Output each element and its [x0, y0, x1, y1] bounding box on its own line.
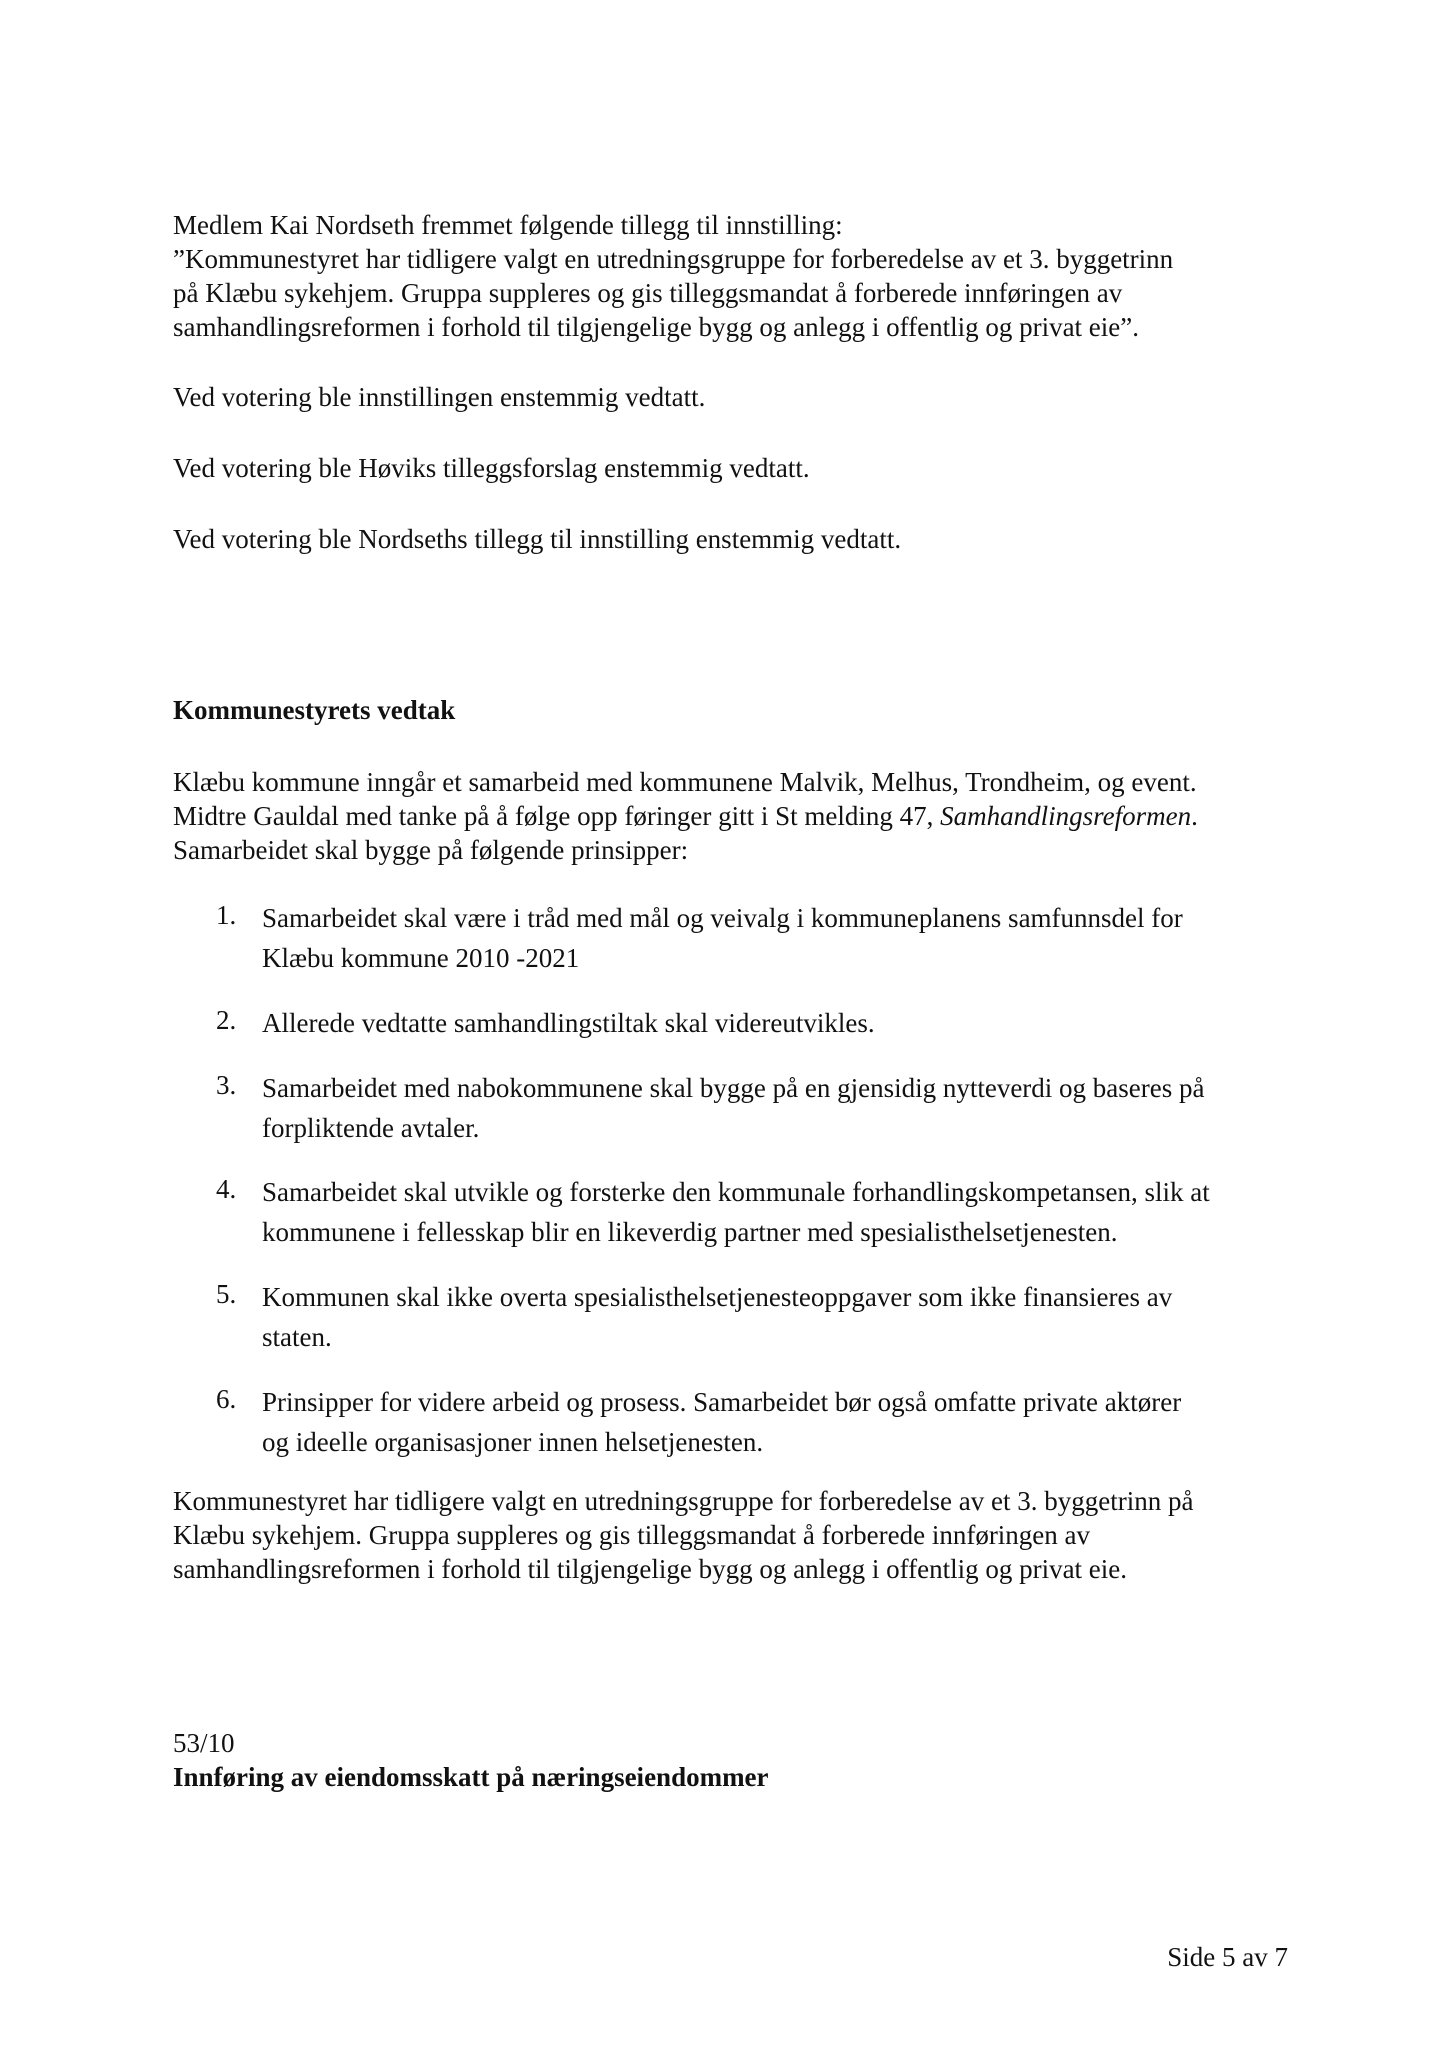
italic-reference: Samhandlingsreformen	[940, 801, 1192, 831]
text-line: Samarbeidet med nabokommunene skal bygge på en gjensidig nytteverdi og baseres på	[262, 1073, 1205, 1103]
section-heading: Kommunestyrets vedtak	[173, 695, 456, 725]
text-fragment: Midtre Gauldal med tanke på å følge opp føringer gitt i St melding 47,	[173, 801, 941, 831]
text-fragment: .	[1191, 801, 1198, 831]
text-line: Klæbu sykehjem. Gruppa suppleres og gis tilleggsmandat å forberede innføringen av	[173, 1520, 1091, 1550]
list-number: 1.	[216, 900, 237, 930]
text-line: forpliktende avtaler.	[262, 1113, 480, 1143]
text-line: Allerede vedtatte samhandlingstiltak skal videreutvikles.	[262, 1008, 875, 1038]
text-line: Kommunestyret har tidligere valgt en utredningsgruppe for forberedelse av et 3. byggetrinn på	[173, 1486, 1194, 1516]
text-line: samhandlingsreformen i forhold til tilgjengelige bygg og anlegg i offentlig og privat eie”.	[173, 312, 1140, 342]
text-line: kommunene i fellesskap blir en likeverdig partner med spesialisthelsetjenesten.	[262, 1217, 1118, 1247]
amendment-paragraph	[173, 208, 1303, 344]
case-title: Innføring av eiendomsskatt på næringseiendommer	[173, 1762, 769, 1792]
resolution-intro	[173, 765, 1303, 867]
text-line: Klæbu kommune inngår et samarbeid med kommunene Malvik, Melhus, Trondheim, og event.	[173, 767, 1197, 797]
page-number: Side 5 av 7	[1167, 1942, 1288, 1972]
text-line: staten.	[262, 1322, 332, 1352]
text-line: Medlem Kai Nordseth fremmet følgende tillegg til innstilling:	[173, 210, 843, 240]
list-number: 5.	[216, 1279, 237, 1309]
text-line: samhandlingsreformen i forhold til tilgjengelige bygg og anlegg i offentlig og privat eie.	[173, 1554, 1128, 1584]
list-number: 2.	[216, 1005, 237, 1035]
text-line: på Klæbu sykehjem. Gruppa suppleres og gis tilleggsmandat å forberede innføringen av	[173, 278, 1123, 308]
closing-paragraph	[173, 1484, 1303, 1586]
list-number: 3.	[216, 1070, 237, 1100]
vote-result-3: Ved votering ble Nordseths tillegg til innstilling enstemmig vedtatt.	[173, 524, 902, 554]
vote-result-1: Ved votering ble innstillingen enstemmig vedtatt.	[173, 382, 706, 412]
text-line: Klæbu kommune 2010 -2021	[262, 943, 580, 973]
text-line: ”Kommunestyret har tidligere valgt en utredningsgruppe for forberedelse av et 3. byggetrinn	[173, 244, 1174, 274]
text-line: Prinsipper for videre arbeid og prosess. Samarbeidet bør også omfatte private aktører	[262, 1387, 1182, 1417]
text-line: Samarbeidet skal utvikle og forsterke den kommunale forhandlingskompetansen, slik at	[262, 1177, 1210, 1207]
vote-result-2: Ved votering ble Høviks tilleggsforslag enstemmig vedtatt.	[173, 453, 810, 483]
case-number: 53/10	[173, 1728, 235, 1758]
list-number: 4.	[216, 1174, 237, 1204]
text-line: Samarbeidet skal bygge på følgende prinsipper:	[173, 835, 689, 865]
list-number: 6.	[216, 1384, 237, 1414]
text-line	[173, 799, 1303, 833]
text-line: Samarbeidet skal være i tråd med mål og veivalg i kommuneplanens samfunnsdel for	[262, 903, 1183, 933]
text-line: Kommunen skal ikke overta spesialisthelsetjenesteoppgaver som ikke finansieres av	[262, 1282, 1173, 1312]
text-line: og ideelle organisasjoner innen helsetjenesten.	[262, 1427, 764, 1457]
